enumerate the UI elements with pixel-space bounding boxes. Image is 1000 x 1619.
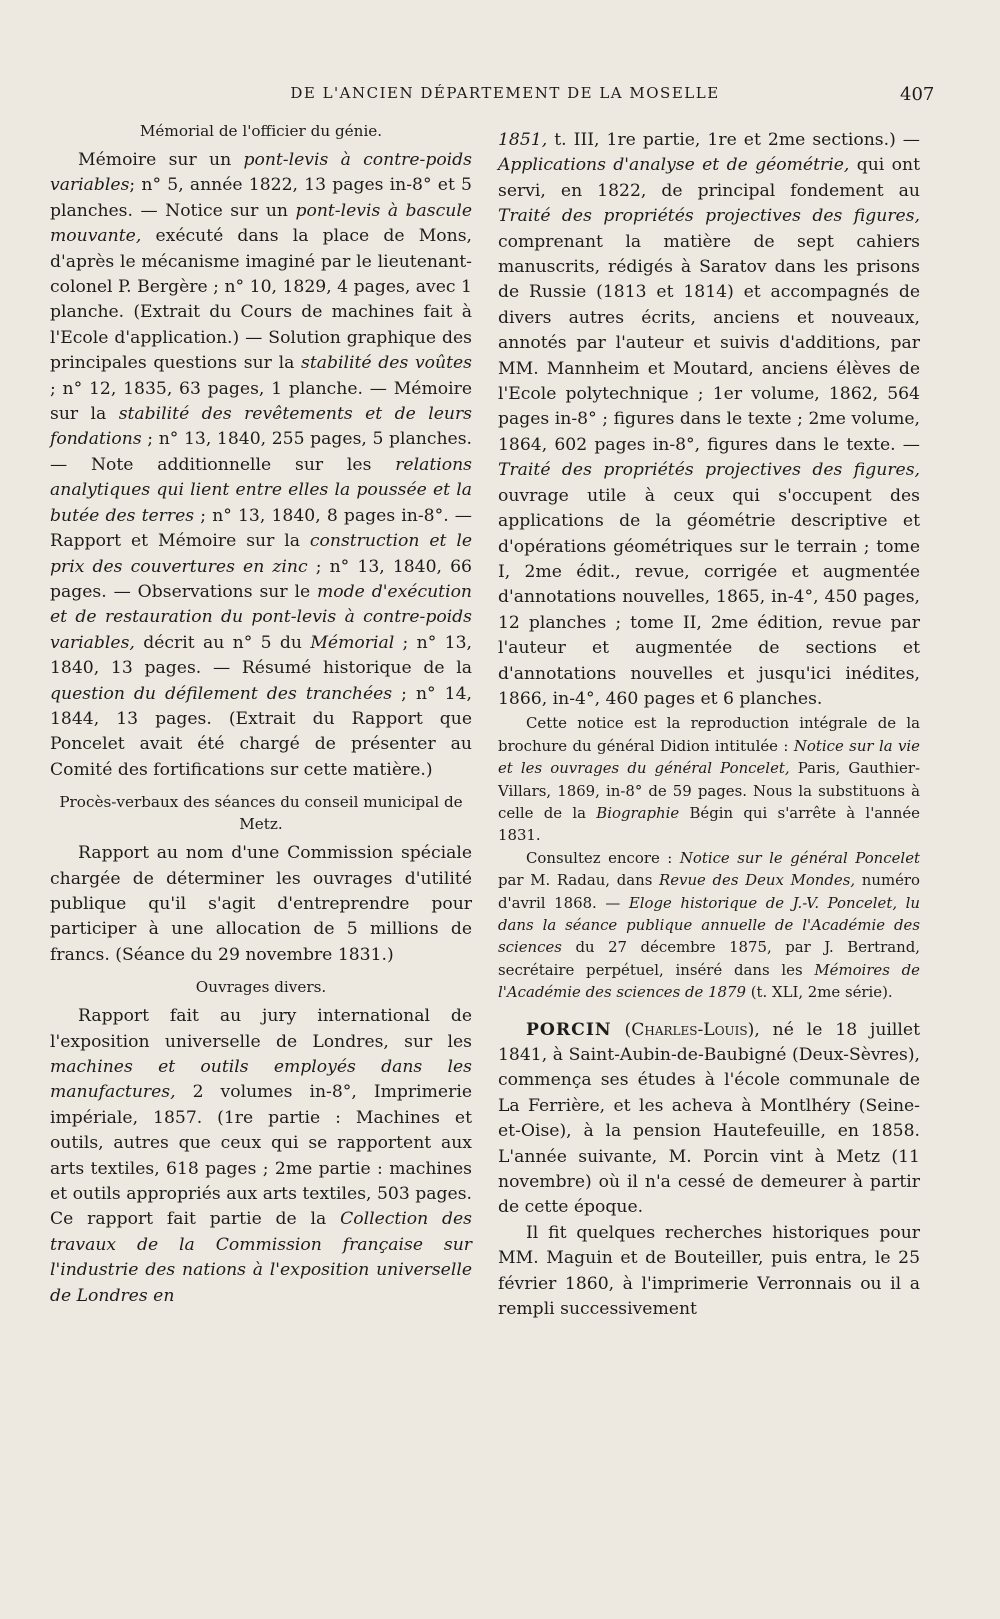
proces-verbaux-paragraph: Rapport au nom d'une Commission spéciale chargée de déterminer les ouvrages d'utilité publique qu'il s'agit d'entreprendre pour participer à une allocation de 5 millions de francs. (Séance du 29 novembre 1831.)	[50, 843, 472, 965]
right-column	[498, 128, 920, 1323]
section-heading-ouvrages: Ouvrages divers.	[195, 978, 327, 997]
running-title: DE L'ANCIEN DÉPARTEMENT DE LA MOSELLE	[290, 84, 720, 102]
memorial-paragraph: Mémoire sur un pont-levis à contre-poids variables; n° 5, année 1822, 13 pages in-8° et 5 planches. — Notice sur un pont-levis à bascule mouvante, exécuté dans la place de Mons, d'après le mécanisme imaginé par le lieutenant-colonel P. Bergère ; n° 10, 1829, 4 pages, avec 1 planche. (Extrait du Cours de machines fait à l'Ecole d'application.) — Solution graphique des principales questions sur la stabilité des voûtes ; n° 12, 1835, 63 pages, 1 planche. — Mémoire sur la stabilité des revêtements et de leurs fondations ; n° 13, 1840, 255 pages, 5 planches. — Note additionnelle sur les relations analytiques qui lient entre elles la poussée et la butée des terres ; n° 13, 1840, 8 pages in-8°. — Rapport et Mémoire sur la construction et le prix des couvertures en zinc ; n° 13, 1840, 66 pages. — Observations sur le mode d'exécution et de restauration du pont-levis à contre-poids variables, décrit au n° 5 du Mémorial ; n° 13, 1840, 13 pages. — Résumé historique de la question du défilement des tranchées ; n° 14, 1844, 13 pages. (Extrait du Rapport que Poncelet avait été chargé de présenter au Comité des fortifications sur cette matière.)	[50, 150, 472, 780]
footnote-consultez: Consultez encore : Notice sur le général Poncelet par M. Radau, dans Revue des Deux Mondes, numéro d'avril 1868. — Eloge historique de J.-V. Poncelet, lu dans la séance publique annuelle de l'Académie des sciences du 27 décembre 1875, par J. Bertrand, secrétaire perpétuel, inséré dans les Mémoires de l'Académie des sciences de 1879 (t. XLI, 2me série).	[498, 848, 920, 1002]
porcin-entry: PORCIN (Charles-Louis), né le 18 juillet 1841, à Saint-Aubin-de-Baubigné (Deux-Sèvres), commença ses études à l'école communale de La Ferrière, et les acheva à Montlhéry (Seine-et-Oise), à la pension Hautefeuille, en 1858. L'année suivante, M. Porcin vint à Metz (11 novembre) où il n'a cessé de demeurer à partir de cette époque.	[498, 1019, 920, 1218]
ouvrages-paragraph: Rapport fait au jury international de l'exposition universelle de Londres, sur les machines et outils employés dans les manufactures, 2 volumes in-8°, Imprimerie impériale, 1857. (1re partie : Machines et outils, autres que ceux qui se rapportent aux arts textiles, 618 pages ; 2me partie : machines et outils appropriés aux arts textiles, 503 pages. Ce rapport fait partie de la Collection des travaux de la Commission française sur l'industrie des nations à l'exposition universelle de Londres en	[50, 1006, 472, 1306]
section-heading-memorial: Mémorial de l'officier du génie.	[139, 122, 383, 140]
continued-paragraph: 1851, t. III, 1re partie, 1re et 2me sections.) — Applications d'analyse et de géométrie, qui ont servi, en 1822, de principal fondement au Traité des propriétés projectives des figures, comprenant la matière de sept cahiers manuscrits, rédigés à Saratov dans les prisons de Russie (1813 et 1814) et accompagnés de divers autres écrits, anciens et nouveaux, annotés par l'auteur et suivis d'additions, par MM. Mannheim et Moutard, anciens élèves de l'Ecole polytechnique ; 1er volume, 1862, 564 pages in-8° ; figures dans le texte ; 2me volume, 1864, 602 pages in-8°, figures dans le texte. — Traité des propriétés projectives des figures, ouvrage utile à ceux qui s'occupent des applications de la géométrie descriptive et d'opérations géométriques sur le terrain ; tome I, 2me édit., revue, corrigée et augmentée d'annotations nouvelles, 1865, in-4°, 450 pages, 12 planches ; tome II, 2me édition, revue par l'auteur et augmentée de sections et d'annotations nouvelles et jusqu'ici inédites, 1866, in-4°, 460 pages et 6 planches.	[498, 130, 920, 709]
page-number: 407	[900, 84, 935, 105]
footnote-didion: Cette notice est la reproduction intégrale de la brochure du général Didion intitulée : Notice sur la vie et les ouvrages du général Poncelet, Paris, Gauthier-Villars, 1869, in-8° de 59 pages. Nous la substituons à celle de la Biographie Bégin qui s'arrête à l'année 1831.	[498, 714, 920, 845]
porcin-paragraph-2: Il fit quelques recherches historiques pour MM. Maguin et de Bouteiller, puis entra, le 25 février 1860, à l'imprimerie Verronnais ou il a rempli successivement	[498, 1222, 920, 1320]
left-column	[50, 120, 472, 1309]
entry-name: PORCIN	[526, 1019, 612, 1040]
section-heading-proces-verbaux: Procès-verbaux des séances du conseil municipal de Metz.	[59, 793, 463, 834]
